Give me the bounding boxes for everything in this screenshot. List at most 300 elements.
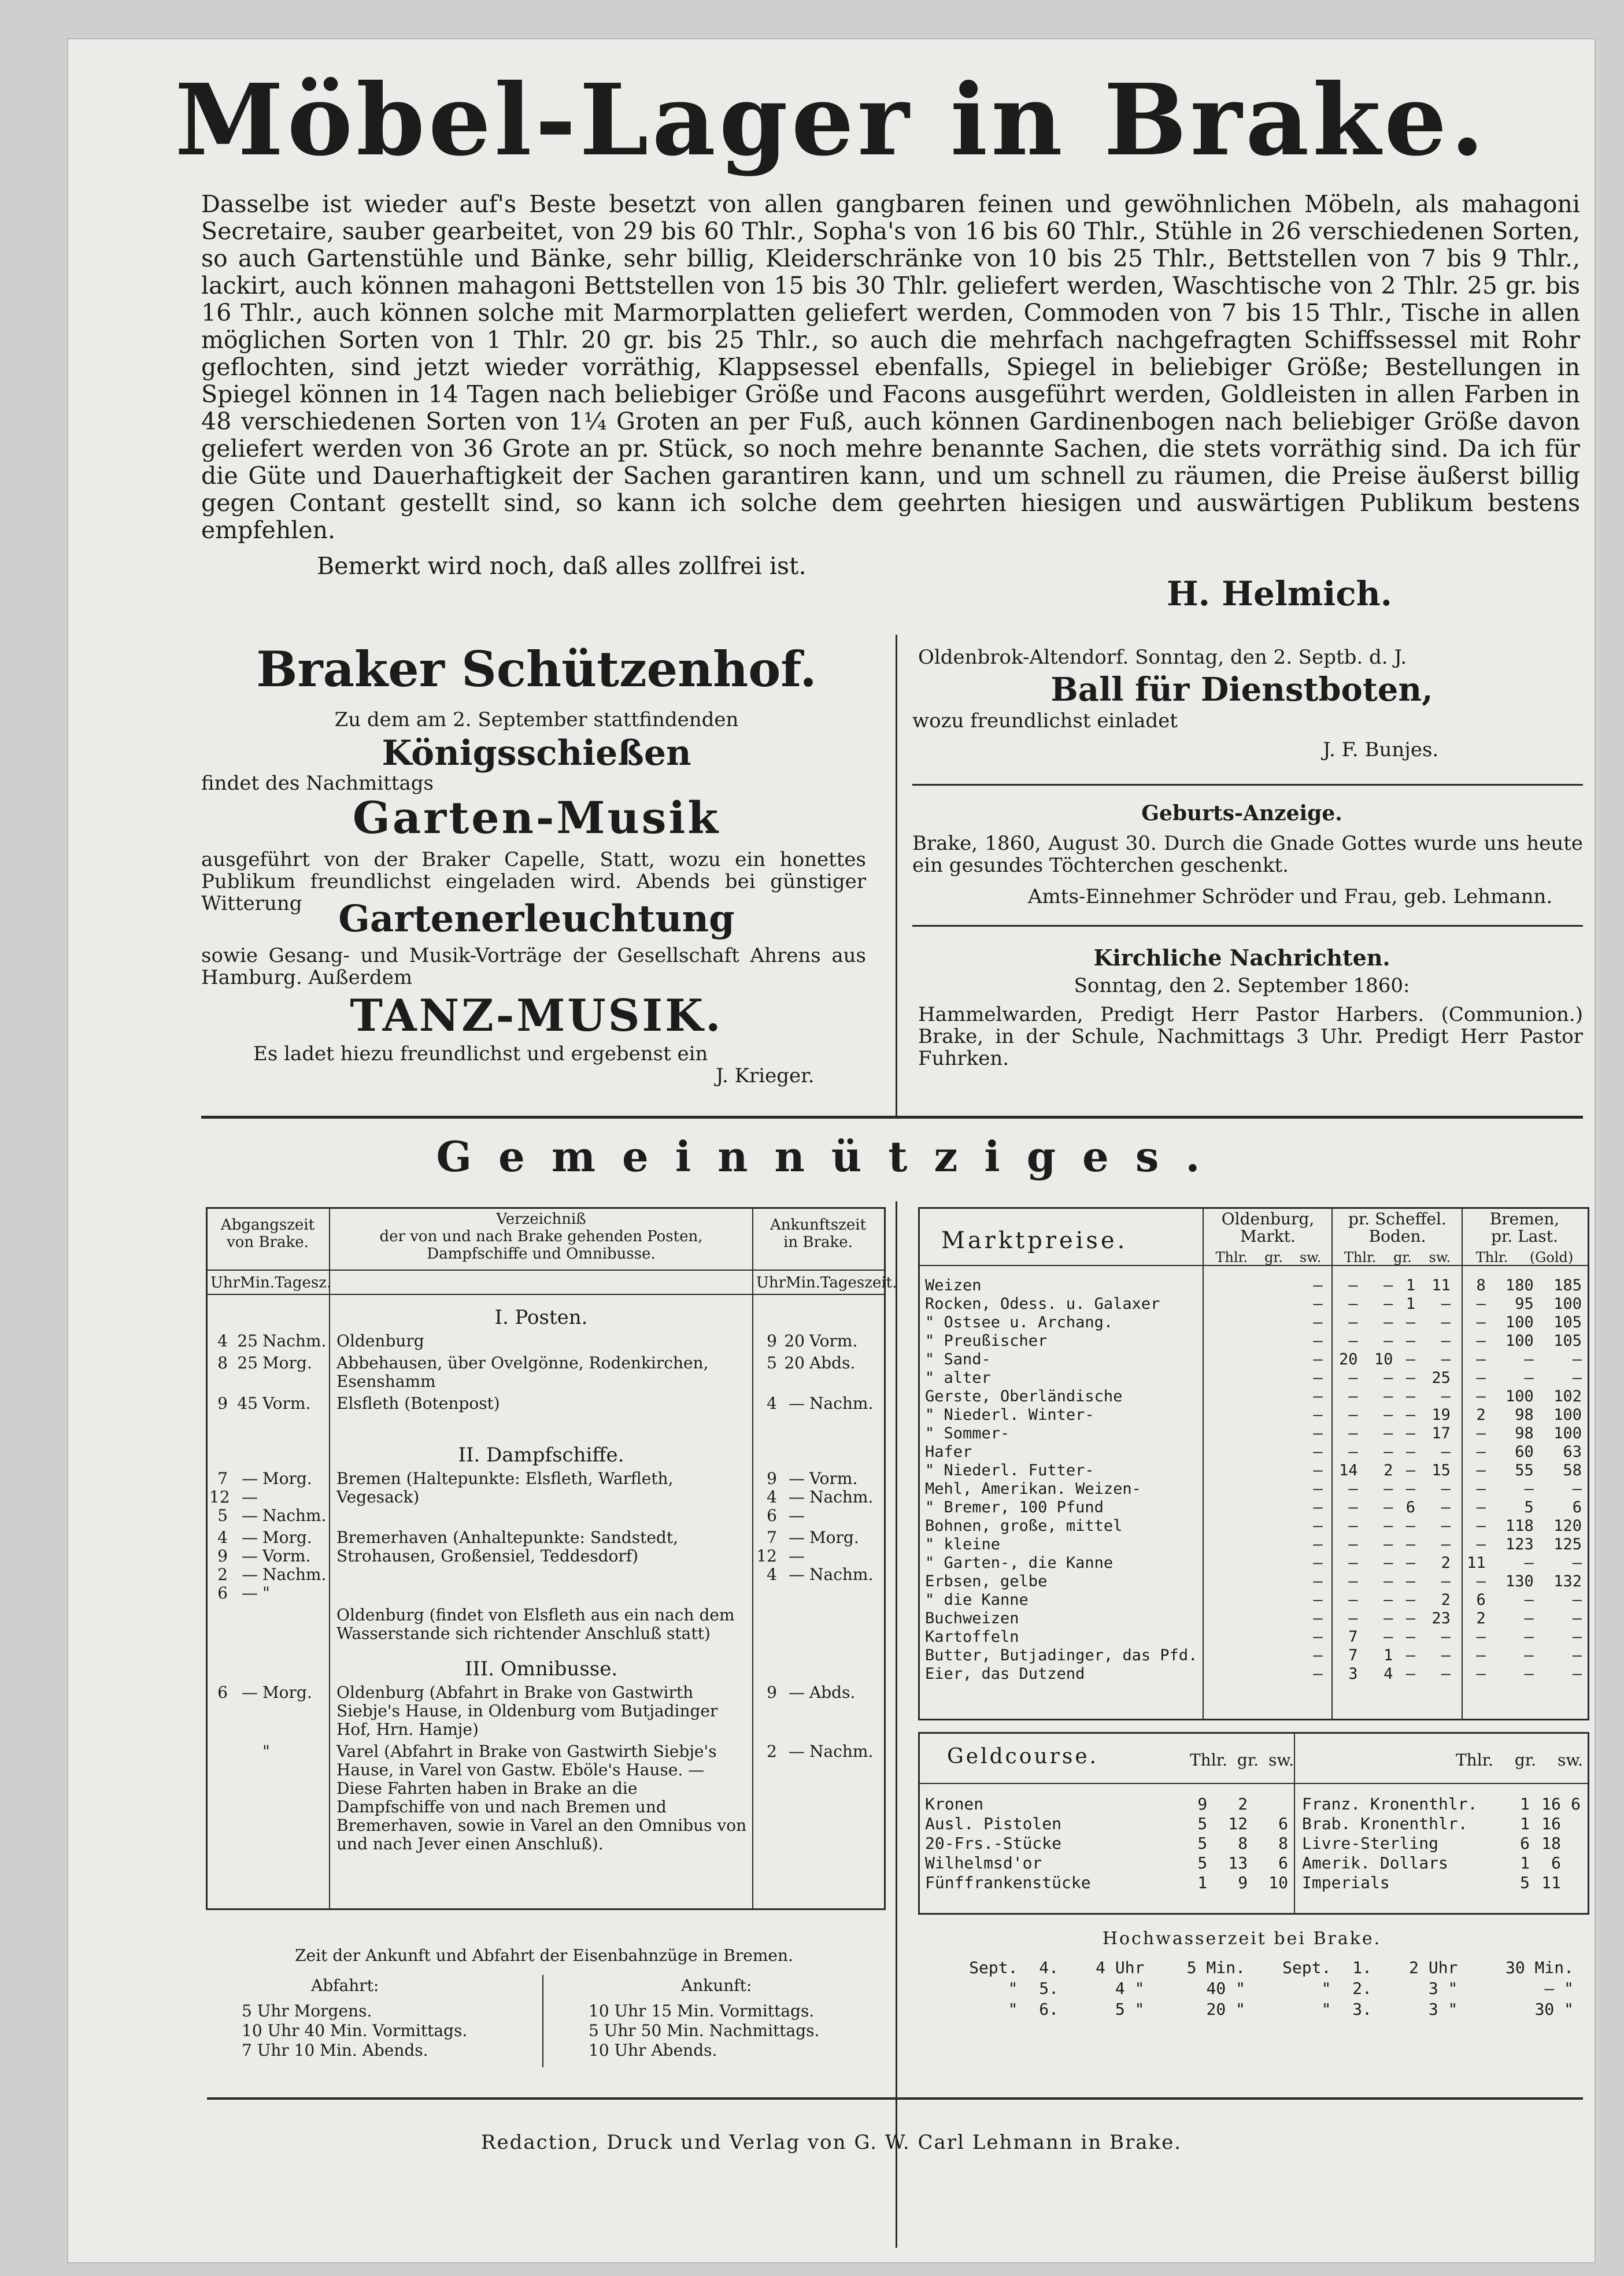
markt-row-cell: 15: [1431, 1461, 1451, 1479]
geld-row-cell: 5: [1520, 1873, 1530, 1892]
hochwasser-row-cell: 3 ": [1428, 1979, 1458, 1998]
markt-row-cell: 120: [1553, 1517, 1582, 1535]
post-time-cell: Nachm.: [809, 1742, 874, 1761]
column-divider-bottom: [896, 1201, 897, 2248]
markt-row-cell: Gerste, Oberländische: [925, 1387, 1123, 1405]
markt-row-cell: —: [1572, 1369, 1582, 1387]
markt-row-cell: —: [1476, 1313, 1486, 1331]
hochwasser-row-cell: 30 Min.: [1505, 1958, 1574, 1977]
geld-row: [1299, 1814, 1584, 1834]
markt-row-cell: —: [1476, 1517, 1486, 1535]
geld-row-cell: Ausl. Pistolen: [925, 1814, 1062, 1833]
markt-row-cell: —: [1476, 1535, 1486, 1553]
markt-row: [922, 1480, 1585, 1498]
markt-row-cell: —: [1405, 1517, 1415, 1535]
markt-row-cell: 1: [1405, 1276, 1415, 1294]
posts-rows-1: [207, 1332, 882, 1416]
geburt-divider: [912, 925, 1583, 927]
markt-row-cell: 5: [1524, 1498, 1534, 1516]
posts-head-left-sub: Uhr Min. Tagesz.: [210, 1274, 332, 1291]
post-time-cell: 4 9 2 6: [217, 1528, 228, 1603]
markt-row-cell: —: [1348, 1480, 1358, 1498]
markt-row-cell: 1: [1405, 1295, 1415, 1313]
geld-row-cell: 9: [1238, 1873, 1248, 1892]
markt-row-cell: —: [1476, 1387, 1486, 1405]
geld-col-line: [1294, 1732, 1295, 1913]
hochwasser-row-cell: 5 Min.: [1186, 1958, 1245, 1977]
markt-row-cell: 100: [1553, 1295, 1582, 1313]
markt-head-old-sub: Thlr. gr. sw.: [1215, 1249, 1322, 1265]
markt-row-cell: —: [1348, 1572, 1358, 1590]
post-time-cell: 9: [767, 1331, 777, 1350]
markt-row-cell: —: [1476, 1572, 1486, 1590]
hochwasser-row: [935, 1978, 1577, 1999]
post-time-cell: 4: [767, 1394, 777, 1413]
geld-row-cell: Wilhelmsd'or: [925, 1853, 1042, 1872]
posts-head-right: Ankunftszeit in Brake.: [770, 1216, 867, 1251]
ball-host: J. F. Bunjes.: [1323, 738, 1439, 761]
hochwasser-row-cell: 30 ": [1534, 2000, 1574, 2019]
geld-row-cell: 16: [1541, 1814, 1561, 1833]
posts-rows-2: [207, 1470, 882, 1646]
markt-row-cell: —: [1476, 1332, 1486, 1350]
markt-row-cell: 98: [1515, 1406, 1534, 1424]
geld-row: [922, 1814, 1292, 1834]
markt-row-cell: —: [1348, 1498, 1358, 1516]
markt-row: [922, 1461, 1585, 1480]
hochwasser-row-cell: ": [1008, 1979, 1018, 1998]
markt-row-cell: Mehl, Amerikan. Weizen-: [925, 1480, 1141, 1498]
markt-row-cell: —: [1313, 1498, 1323, 1516]
hochwasser-row-cell: 2.: [1352, 1979, 1372, 1998]
geld-row-cell: Livre-Sterling: [1302, 1834, 1439, 1853]
geld-row-cell: 6: [1551, 1853, 1561, 1872]
markt-row: [922, 1332, 1585, 1350]
markt-row-cell: " Preußischer: [925, 1332, 1048, 1350]
markt-row-cell: 60: [1515, 1443, 1534, 1461]
post-time-cell: — — —: [242, 1469, 258, 1525]
markt-row-cell: —: [1572, 1665, 1582, 1683]
post-time-cell: [230, 1742, 260, 1853]
post-time-cell: [749, 1606, 779, 1643]
markt-row-cell: —: [1524, 1646, 1534, 1664]
hochwasser-row-cell: ": [1008, 2000, 1018, 2019]
markt-row-cell: 2: [1476, 1406, 1486, 1424]
geld-row-cell: 5: [1197, 1853, 1208, 1872]
markt-row-cell: —: [1383, 1332, 1393, 1350]
markt-row-cell: —: [1383, 1535, 1393, 1553]
markt-row-cell: 2: [1441, 1554, 1451, 1572]
posts-head-rule: [206, 1294, 884, 1295]
markt-row-cell: —: [1383, 1480, 1393, 1498]
post-time-cell: Morg. Nachm.: [809, 1528, 874, 1584]
markt-head-bremen: Bremen, pr. Last.: [1489, 1209, 1560, 1246]
markt-head-scheffel: pr. Scheffel. Boden.: [1348, 1209, 1447, 1246]
moebel-signature: H. Helmich.: [1167, 574, 1392, 613]
markt-row: [922, 1498, 1585, 1517]
markt-row: [922, 1517, 1585, 1535]
hochwasser-title: Hochwasserzeit bei Brake.: [1102, 1929, 1382, 1949]
hochwasser-row: [935, 1999, 1577, 2020]
markt-row-cell: 130: [1505, 1572, 1534, 1590]
ball-line2: wozu freundlichst einladet: [912, 709, 1178, 732]
post-destination: Oldenburg (findet von Elsfleth aus ein nach dem Wasserstande sich richtender Anschluß statt): [336, 1605, 735, 1643]
markt-row-cell: —: [1313, 1461, 1323, 1479]
hochwasser-row-cell: 2 Uhr: [1409, 1958, 1458, 1977]
markt-row-cell: 100: [1505, 1332, 1534, 1350]
markt-row-cell: —: [1441, 1295, 1451, 1313]
markt-row-cell: 17: [1431, 1424, 1451, 1442]
hochwasser-rows: [935, 1957, 1577, 2020]
markt-row: [922, 1646, 1585, 1665]
hochwasser-row: [935, 1957, 1577, 1978]
markt-row-cell: " die Kanne: [925, 1591, 1029, 1609]
markt-row-cell: 132: [1553, 1572, 1582, 1590]
posts-head-left: Abgangszeit von Brake.: [220, 1216, 315, 1251]
ball-line1: Oldenbrok-Altendorf. Sonntag, den 2. Septb. d. J.: [918, 646, 1407, 669]
markt-row-cell: —: [1313, 1480, 1323, 1498]
hochwasser-row-cell: 3.: [1352, 2000, 1372, 2019]
geld-row-cell: [1564, 1834, 1584, 1853]
post-time-cell: — — — —: [242, 1528, 258, 1603]
hochwasser-row-cell: 40 ": [1206, 1979, 1245, 1998]
geld-row: [922, 1873, 1292, 1893]
markt-row-cell: —: [1476, 1498, 1486, 1516]
geld-row: [922, 1853, 1292, 1873]
kirche-text: Hammelwarden, Predigt Herr Pastor Harbers. (Communion.) Brake, in der Schule, Nachmittags 3 Uhr. Predigt Herr Pastor Fuhrken.: [918, 1003, 1583, 1070]
geld-row-cell: 16: [1541, 1794, 1561, 1814]
geld-row: [1299, 1834, 1584, 1853]
markt-row-cell: —: [1348, 1424, 1358, 1442]
newspaper-page: [68, 39, 1595, 2262]
post-time-cell: [779, 1606, 807, 1643]
markt-row-cell: —: [1405, 1350, 1415, 1368]
markt-row-cell: —: [1383, 1424, 1393, 1442]
hochwasser-row-cell: Sept.: [1282, 1958, 1331, 1977]
geld-right-rows: [1299, 1794, 1584, 1893]
markt-row: [922, 1406, 1585, 1424]
markt-row-cell: —: [1476, 1443, 1486, 1461]
markt-row-cell: —: [1476, 1646, 1486, 1664]
footer-text: Redaction, Druck und Verlag von G. W. Carl Lehmann in Brake.: [480, 2131, 1182, 2154]
markt-row-cell: 95: [1515, 1295, 1534, 1313]
markt-row-cell: —: [1441, 1313, 1451, 1331]
geld-title: Geldcourse.: [947, 1745, 1099, 1768]
geld-row: [922, 1794, 1292, 1814]
section-rule: [201, 1116, 1583, 1119]
markt-row-cell: —: [1348, 1369, 1358, 1387]
post-time-cell: Vorm.: [262, 1394, 311, 1413]
post-time-cell: 5: [767, 1353, 777, 1372]
geburt-title: Geburts-Anzeige.: [1141, 801, 1342, 826]
markt-row-cell: —: [1383, 1572, 1393, 1590]
markt-row-cell: Bohnen, große, mittel: [925, 1517, 1123, 1535]
markt-row-cell: —: [1383, 1295, 1393, 1313]
post-time-cell: 2: [767, 1742, 777, 1761]
markt-row-cell: —: [1441, 1443, 1451, 1461]
markt-row-cell: —: [1441, 1628, 1451, 1646]
markt-row-cell: —: [1441, 1665, 1451, 1683]
geld-row-cell: 1: [1520, 1814, 1530, 1833]
post-time-cell: [207, 1742, 230, 1853]
geld-row-cell: [1564, 1814, 1584, 1834]
markt-row-cell: —: [1405, 1332, 1415, 1350]
schuetzenhof-invite: Es ladet hiezu freundlichst und ergebenst ein: [253, 1042, 708, 1065]
markt-row-cell: —: [1313, 1369, 1323, 1387]
post-time-cell: Vorm.: [809, 1331, 858, 1350]
markt-row-cell: —: [1348, 1535, 1358, 1553]
posts-head-rule: [206, 1270, 884, 1271]
hochwasser-row-cell: 4 Uhr: [1096, 1958, 1145, 1977]
post-time-cell: —: [789, 1394, 805, 1413]
geld-row-cell: 1: [1520, 1853, 1530, 1872]
post-row: [207, 1394, 882, 1413]
post-time-cell: Morg. Nachm.: [262, 1469, 327, 1525]
markt-row-cell: —: [1348, 1313, 1358, 1331]
markt-row: [922, 1369, 1585, 1387]
markt-row-cell: —: [1405, 1554, 1415, 1572]
markt-row-cell: —: [1476, 1369, 1486, 1387]
markt-row-cell: —: [1348, 1276, 1358, 1294]
post-destination: Abbehausen, über Ovelgönne, Rodenkirchen, Esenshamm: [336, 1353, 709, 1391]
markt-row-cell: " Bremer, 100 Pfund: [925, 1498, 1104, 1516]
post-time-cell: ": [262, 1742, 270, 1761]
markt-row-cell: —: [1405, 1665, 1415, 1683]
post-time-cell: 7 12 4: [756, 1528, 777, 1584]
markt-row-cell: —: [1441, 1387, 1451, 1405]
markt-row-cell: —: [1441, 1572, 1451, 1590]
geld-row-cell: Franz. Kronenthlr.: [1302, 1794, 1478, 1814]
markt-row-cell: —: [1572, 1554, 1582, 1572]
geld-row-cell: 9: [1197, 1794, 1208, 1814]
posts-head-mid: Verzeichniß der von und nach Brake gehenden Posten, Dampfschiffe und Omnibusse.: [379, 1211, 703, 1263]
post-time-cell: Nachm.: [809, 1394, 874, 1413]
hochwasser-row-cell: 6.: [1039, 2000, 1059, 2019]
markt-row-cell: —: [1313, 1424, 1323, 1442]
post-time-cell: Abds.: [809, 1683, 856, 1702]
post-time-cell: 25: [237, 1353, 258, 1372]
markt-row-cell: —: [1348, 1591, 1358, 1609]
hochwasser-row-cell: Sept.: [969, 1958, 1018, 1977]
markt-row-cell: —: [1383, 1276, 1393, 1294]
geld-row-cell: 1: [1197, 1873, 1208, 1892]
geld-row-cell: 8: [1238, 1834, 1248, 1853]
markt-row-cell: —: [1476, 1628, 1486, 1646]
moebel-note: Bemerkt wird noch, daß alles zollfrei ist.: [317, 552, 807, 580]
markt-row-cell: 125: [1553, 1535, 1582, 1553]
markt-row-cell: 8: [1476, 1276, 1486, 1294]
post-destination: Bremerhaven (Anhaltepunkte: Sandstedt, Strohausen, Großensiel, Teddesdorf): [336, 1528, 678, 1566]
geld-row-cell: 12: [1228, 1814, 1248, 1833]
markt-row-cell: —: [1441, 1480, 1451, 1498]
geld-row-cell: [1564, 1853, 1584, 1873]
post-time-cell: Morg. Vorm. Nachm. ": [262, 1528, 327, 1603]
markt-row-cell: —: [1476, 1350, 1486, 1368]
post-time-cell: 9: [217, 1394, 228, 1413]
markt-row-cell: —: [1405, 1628, 1415, 1646]
markt-row-cell: —: [1348, 1517, 1358, 1535]
hochwasser-row-cell: 20 ": [1206, 2000, 1245, 2019]
geld-row-cell: 20-Frs.-Stücke: [925, 1834, 1062, 1853]
post-row: [207, 1354, 882, 1391]
markt-row: [922, 1424, 1585, 1443]
schuetzenhof-host: J. Krieger.: [716, 1064, 815, 1087]
post-time-cell: Abds.: [809, 1353, 856, 1372]
geld-row-cell: 6: [1520, 1834, 1530, 1853]
markt-row-cell: 2: [1441, 1591, 1451, 1609]
markt-title: Marktpreise.: [941, 1227, 1128, 1254]
markt-row-cell: —: [1348, 1443, 1358, 1461]
markt-row-cell: —: [1524, 1369, 1534, 1387]
markt-row-cell: —: [1572, 1591, 1582, 1609]
markt-row-cell: —: [1348, 1332, 1358, 1350]
markt-row-cell: —: [1313, 1517, 1323, 1535]
markt-row-cell: —: [1405, 1480, 1415, 1498]
post-time-cell: [807, 1606, 875, 1643]
schuetzenhof-event: Königsschießen: [382, 733, 691, 774]
geld-row-cell: 18: [1541, 1834, 1561, 1853]
posts-head-right-sub: Uhr Min. Tageszeit.: [756, 1274, 897, 1291]
markt-row-cell: —: [1313, 1295, 1323, 1313]
markt-row-cell: 123: [1505, 1535, 1534, 1553]
geld-row: [1299, 1873, 1584, 1893]
markt-row-cell: —: [1383, 1369, 1393, 1387]
post-time-cell: [207, 1606, 230, 1643]
kirche-date: Sonntag, den 2. September 1860:: [1074, 974, 1410, 997]
markt-row-cell: 105: [1553, 1313, 1582, 1331]
markt-row-cell: —: [1348, 1554, 1358, 1572]
schuetzenhof-illumination: Gartenerleuchtung: [338, 897, 735, 941]
markt-row-cell: —: [1313, 1443, 1323, 1461]
markt-row-cell: —: [1524, 1554, 1534, 1572]
post-time-cell: 9: [767, 1683, 777, 1702]
post-time-cell: Morg.: [262, 1683, 312, 1702]
eisenbahn-title: Zeit der Ankunft und Abfahrt der Eisenbahnzüge in Bremen.: [295, 1946, 793, 1965]
markt-row-cell: " Sand-: [925, 1350, 991, 1368]
markt-row-cell: —: [1405, 1572, 1415, 1590]
geld-row-cell: 2: [1238, 1794, 1248, 1814]
markt-row-cell: —: [1441, 1332, 1451, 1350]
markt-row-cell: 58: [1563, 1461, 1582, 1479]
eisenbahn-ankunft-head: Ankunft:: [681, 1976, 752, 1995]
markt-row-cell: —: [1441, 1535, 1451, 1553]
markt-row-cell: —: [1441, 1350, 1451, 1368]
post-destination: Oldenburg (Abfahrt in Brake von Gastwirth Siebje's Hause, in Oldenburg vom Butjadinger Hof, Hrn. Hamje): [336, 1683, 718, 1739]
post-row: [207, 1606, 882, 1643]
markt-row-cell: —: [1476, 1480, 1486, 1498]
post-time-cell: 6: [217, 1683, 228, 1702]
geld-row-cell: 6: [1571, 1794, 1581, 1814]
markt-row-cell: " kleine: [925, 1535, 1001, 1553]
markt-row-cell: —: [1313, 1591, 1323, 1609]
markt-row-cell: —: [1383, 1609, 1393, 1627]
markt-row-cell: 7: [1348, 1646, 1358, 1664]
markt-row-cell: 55: [1515, 1461, 1534, 1479]
markt-row-cell: 100: [1553, 1424, 1582, 1442]
markt-row-cell: —: [1313, 1554, 1323, 1572]
posts-section-3: III. Omnibusse.: [464, 1657, 618, 1681]
hochwasser-row-cell: 4 ": [1115, 1979, 1145, 1998]
geld-row-cell: Imperials: [1302, 1873, 1390, 1892]
markt-row-cell: —: [1405, 1313, 1415, 1331]
markt-row-cell: —: [1313, 1313, 1323, 1331]
post-row: [207, 1683, 882, 1739]
markt-row-cell: 185: [1553, 1276, 1582, 1294]
markt-row-cell: 6: [1572, 1498, 1582, 1516]
post-time-cell: — — —: [789, 1528, 805, 1584]
eisenbahn-ankunft-list: 10 Uhr 15 Min. Vormittags. 5 Uhr 50 Min. Nachmittags. 10 Uhr Abends.: [589, 2001, 820, 2060]
schuetzenhof-text1: ausgeführt von der Braker Capelle, Statt, wozu ein honettes Publikum freundlichst eingeladen wird. Abends bei günstiger Witterung: [201, 848, 866, 915]
geld-row-cell: 5: [1197, 1834, 1208, 1853]
markt-row-cell: —: [1383, 1406, 1393, 1424]
markt-row-cell: 102: [1553, 1387, 1582, 1405]
post-time-cell: 9 4 6: [767, 1469, 777, 1525]
markt-row: [922, 1295, 1585, 1313]
markt-row: [922, 1572, 1585, 1591]
markt-row-cell: Eier, das Dutzend: [925, 1665, 1085, 1683]
markt-row-cell: 100: [1505, 1387, 1534, 1405]
markt-row-cell: —: [1348, 1295, 1358, 1313]
geld-row-cell: [1251, 1794, 1292, 1814]
markt-row-cell: 118: [1505, 1517, 1534, 1535]
markt-row-cell: —: [1572, 1609, 1582, 1627]
markt-row-cell: " alter: [925, 1369, 991, 1387]
markt-row-cell: —: [1441, 1517, 1451, 1535]
schuetzenhof-title: Braker Schützenhof.: [256, 641, 817, 698]
markt-row-cell: —: [1524, 1609, 1534, 1627]
markt-row-cell: Buchweizen: [925, 1609, 1019, 1627]
geburt-text: Brake, 1860, August 30. Durch die Gnade Gottes wurde uns heute ein gesundes Töchterchen geschenkt.: [912, 832, 1583, 877]
ball-title: Ball für Dienstboten,: [1050, 671, 1433, 709]
posts-section-1: I. Posten.: [494, 1306, 588, 1329]
geld-row: [1299, 1794, 1584, 1814]
markt-row-cell: —: [1313, 1387, 1323, 1405]
markt-row-cell: 180: [1505, 1276, 1534, 1294]
post-row: [207, 1332, 882, 1350]
markt-row: [922, 1387, 1585, 1406]
ball-divider: [912, 784, 1583, 786]
post-destination: Elsfleth (Botenpost): [336, 1394, 500, 1413]
markt-row-cell: 2: [1476, 1609, 1486, 1627]
markt-row-cell: 4: [1383, 1665, 1393, 1683]
markt-row-cell: —: [1383, 1517, 1393, 1535]
post-destination: Bremen (Haltepunkte: Elsfleth, Warfleth, Vegesack): [336, 1469, 674, 1507]
post-destination: Varel (Abfahrt in Brake von Gastwirth Siebje's Hause, in Varel von Gastw. Eböle's Hause. — Diese Fahrten haben in Brake an die Dampfschiffe von und nach Bremen und Bremerhaven, sowie in Varel an den Omnibus von und nach Jever einen Anschluß).: [336, 1742, 747, 1853]
markt-row-cell: 11: [1467, 1554, 1486, 1572]
markt-row-cell: 100: [1505, 1313, 1534, 1331]
geld-row-cell: Brab. Kronenthlr.: [1302, 1814, 1468, 1833]
markt-row-cell: 105: [1553, 1332, 1582, 1350]
markt-row-cell: —: [1313, 1350, 1323, 1368]
markt-row-cell: —: [1441, 1498, 1451, 1516]
markt-row-cell: —: [1313, 1406, 1323, 1424]
markt-row-cell: —: [1572, 1480, 1582, 1498]
markt-row-cell: 2: [1383, 1461, 1393, 1479]
markt-row-cell: —: [1476, 1461, 1486, 1479]
geld-row: [922, 1834, 1292, 1853]
markt-row-cell: —: [1405, 1424, 1415, 1442]
post-time-cell: Nachm.: [262, 1331, 327, 1350]
markt-row-cell: —: [1405, 1535, 1415, 1553]
geld-head-rule: [918, 1783, 1588, 1784]
schuetzenhof-findet: findet des Nachmittags: [201, 772, 434, 795]
post-time-cell: — — —: [789, 1469, 805, 1525]
schuetzenhof-tanz: TANZ-MUSIK.: [350, 990, 723, 1041]
geld-row-cell: 5: [1197, 1814, 1208, 1833]
hochwasser-row-cell: 5.: [1039, 1979, 1059, 1998]
post-time-cell: 8: [217, 1353, 228, 1372]
markt-row-cell: —: [1524, 1628, 1534, 1646]
